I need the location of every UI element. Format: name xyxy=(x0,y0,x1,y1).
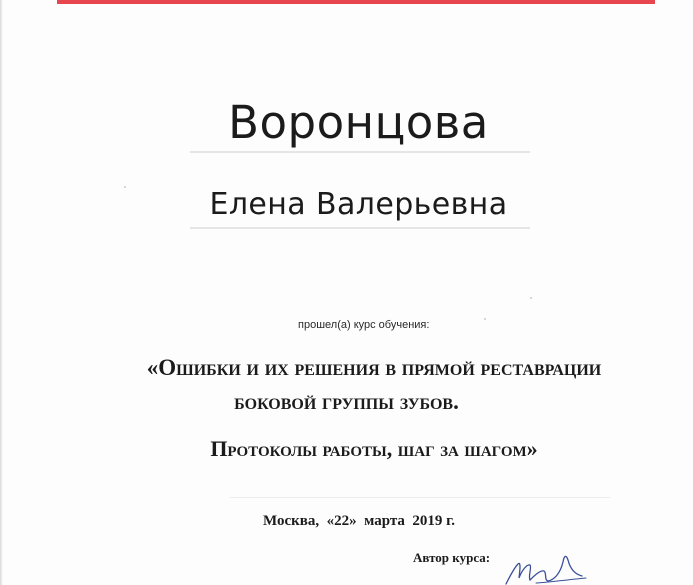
recipient-surname: Воронцова xyxy=(228,96,489,149)
page-edge-shadow xyxy=(0,0,3,585)
paper-speck xyxy=(124,186,126,188)
course-author-label: Автор курса: xyxy=(413,550,491,565)
place-and-date: Москва, «22» марта 2019 г. xyxy=(263,513,456,529)
given-name-underline xyxy=(190,227,530,229)
top-accent-band xyxy=(57,0,655,4)
recipient-given-name: Елена Валерьевна xyxy=(209,187,508,222)
surname-underline xyxy=(190,151,530,153)
course-title-line-2: боковой группы зубов. xyxy=(234,389,459,414)
author-signature xyxy=(500,540,590,585)
paper-speck xyxy=(484,318,486,320)
place-date-rule xyxy=(230,497,610,498)
paper-speck xyxy=(530,297,532,299)
course-title-line-3: Протоколы работы, шаг за шагом» xyxy=(210,436,538,461)
completion-text: прошел(а) курс обучения: xyxy=(298,319,430,331)
course-title-line-1: «Ошибки и их решения в прямой реставрации xyxy=(146,355,602,380)
